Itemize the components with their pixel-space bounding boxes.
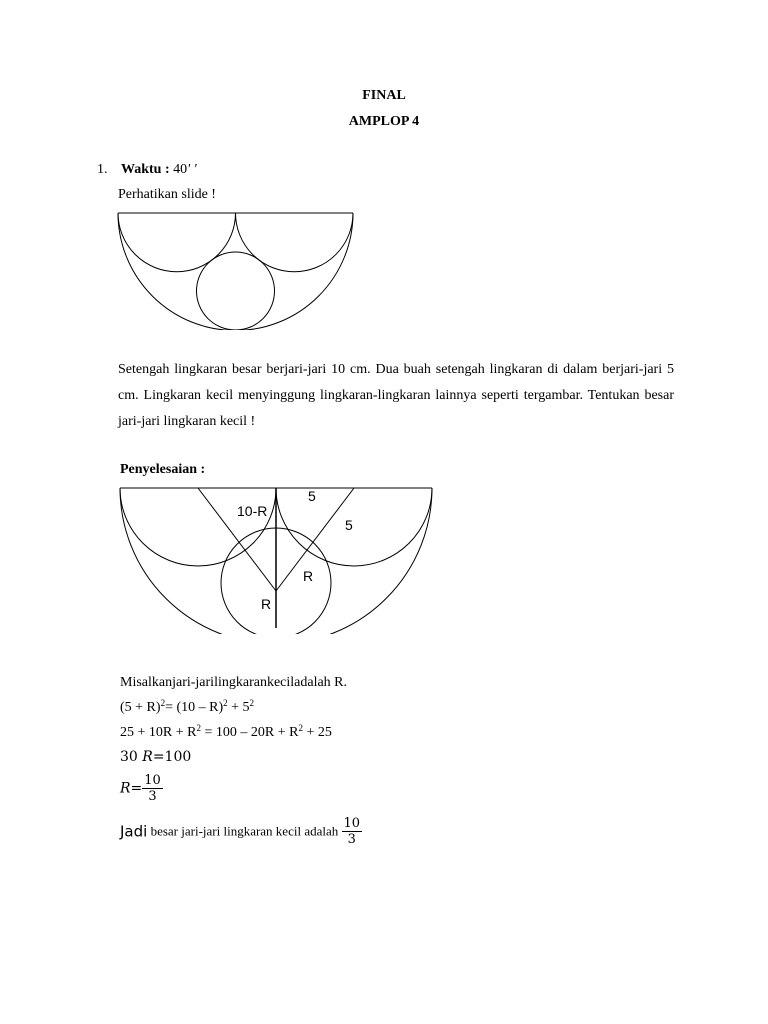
time-line <box>121 162 197 178</box>
conclusion <box>120 816 362 847</box>
time-label: Waktu : <box>121 162 170 177</box>
step-5: R= $\frac{10}{3}$ <box>120 773 161 804</box>
step-2: $(5 + R)^2= (10 - R)^2 + 5^2$ <box>120 698 255 715</box>
time-value: 40 <box>173 162 188 177</box>
instruction: Perhatikan slide ! <box>118 187 216 202</box>
problem-text: Setengah lingkaran besar berjari-jari 10 cm. Dua buah setengah lingkaran di dalam berjari-jari 5 cm. Lingkaran kecil menyinggung lingkaran-lingkaran lainnya seperti tergambar. Tentukan besar jari-jari lingkaran kecil ! <box>118 362 674 429</box>
label-ten-minus-r: 10-R <box>237 503 268 519</box>
question-number: 1. <box>97 162 108 177</box>
label-r-bottom: R <box>261 596 272 612</box>
document-subtitle: AMPLOP 4 <box>348 114 420 129</box>
solution-heading: Penyelesaian : <box>120 462 206 477</box>
problem-figure <box>114 210 354 330</box>
conclusion-jadi: Jadi <box>120 822 148 841</box>
conclusion-fraction: $\frac{10}{3}$ <box>343 816 361 847</box>
step-5-fraction: $\frac{10}{3}$ <box>144 773 161 804</box>
step-1: Misalkanjari-jarilingkarankeciladalah R. <box>120 675 348 690</box>
conclusion-text: besar jari-jari lingkaran kecil adalah <box>147 823 342 839</box>
step-4: 30 R=100 <box>120 749 192 765</box>
step-3: $25 + 10R + R^2 = 100 - 20R + R^2 + 25$ <box>120 723 332 740</box>
solution-figure <box>116 484 436 634</box>
label-five-top: 5 <box>308 488 316 504</box>
label-r-right: R <box>303 568 314 584</box>
document-title: FINAL <box>362 88 406 103</box>
label-five-side: 5 <box>345 517 353 533</box>
time-unit: ' ' <box>187 162 197 177</box>
